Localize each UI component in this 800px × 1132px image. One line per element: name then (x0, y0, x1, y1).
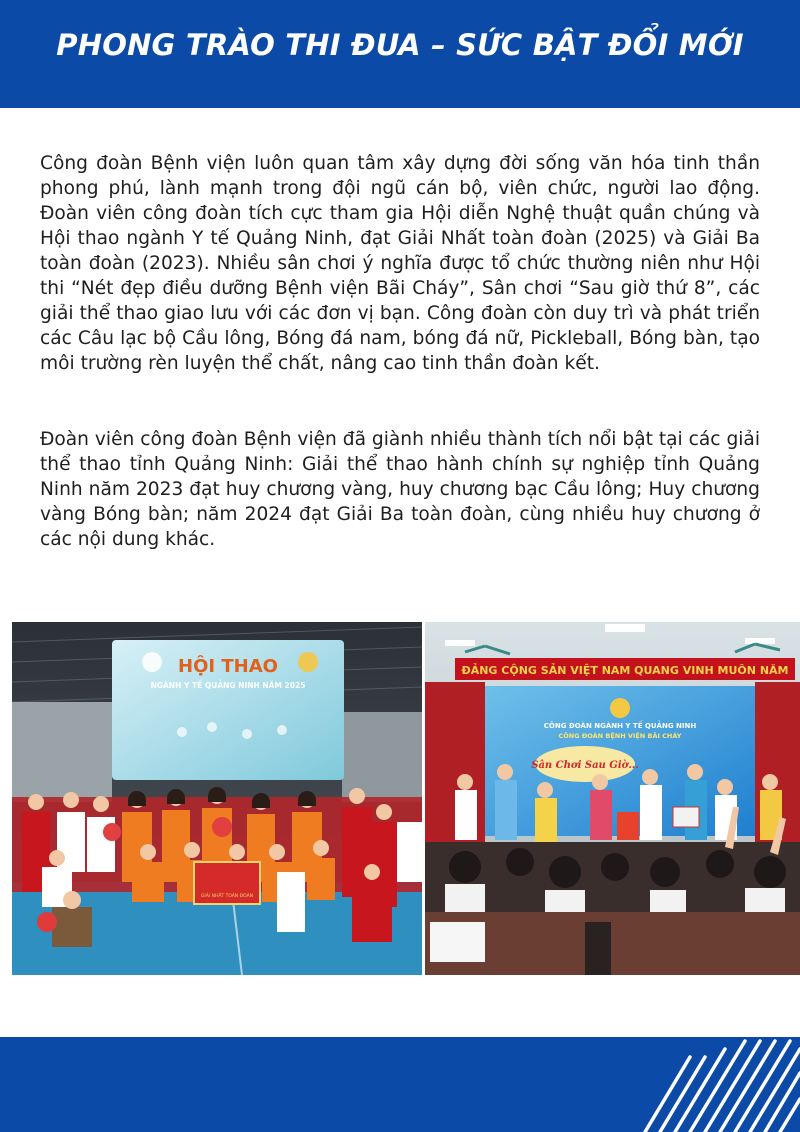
photo-after-hours-event (425, 622, 800, 975)
header-banner (0, 0, 800, 108)
footer-banner (0, 1037, 800, 1132)
org-line-1: CÔNG ĐOÀN NGÀNH Y TẾ QUẢNG NINH (543, 722, 697, 730)
photo-sports-festival (12, 622, 422, 975)
paragraph-activities: Công đoàn Bệnh viện luôn quan tâm xây dựng đời sống văn hóa tinh thần phong phú, lành mạnh trong đội ngũ cán bộ, viên chức, người lao động. Đoàn viên công đoàn tích cực tham gia Hội diễn Nghệ thuật quần chúng và Hội thao ngành Y tế Quảng Ninh, đạt Giải Nhất toàn đoàn (2025) và Giải Ba toàn đoàn (2023). Nhiều sân chơi ý nghĩa được tổ chức thường niên như Hội thi “Nét đẹp điều dưỡng Bệnh viện Bãi Cháy”, Sân chơi “Sau giờ thứ 8”, các giải thể thao giao lưu với các đơn vị bạn. Công đoàn còn duy trì và phát triển các Câu lạc bộ Cầu lông, Bóng đá nam, bóng đá nữ, Pickleball, Bóng bàn, tạo môi trường rèn luyện thể chất, nâng cao tinh thần đoàn kết. (40, 153, 760, 374)
page-title: PHONG TRÀO THI ĐUA – SỨC BẬT ĐỔI MỚI (56, 28, 744, 62)
banner-title: HỘI THAO (178, 656, 278, 677)
award-plaque-text: GIẢI NHẤT TOÀN ĐOÀN (200, 894, 254, 899)
slogan-banner: ĐẢNG CỘNG SẢN VIỆT NAM QUANG VINH MUÔN NĂM (461, 664, 789, 677)
paragraph-achievements: Đoàn viên công đoàn Bệnh viện đã giành nhiều thành tích nổi bật tại các giải thể thao tỉnh Quảng Ninh: Giải thể thao hành chính sự nghiệp tỉnh Quảng Ninh năm 2023 đạt huy chương vàng, huy chương bạc Cầu lông; Huy chương vàng Bóng bàn; năm 2024 đạt Giải Ba toàn đoàn, cùng nhiều huy chương ở các nội dung khác. (40, 429, 760, 550)
diagonal-stripes-decoration (0, 1037, 800, 1132)
banner-subtitle: NGÀNH Y TẾ QUẢNG NINH NĂM 2025 (150, 681, 306, 690)
org-line-2: CÔNG ĐOÀN BỆNH VIỆN BÃI CHÁY (558, 732, 682, 740)
event-title: Sân Chơi Sau Giờ... (531, 760, 639, 771)
